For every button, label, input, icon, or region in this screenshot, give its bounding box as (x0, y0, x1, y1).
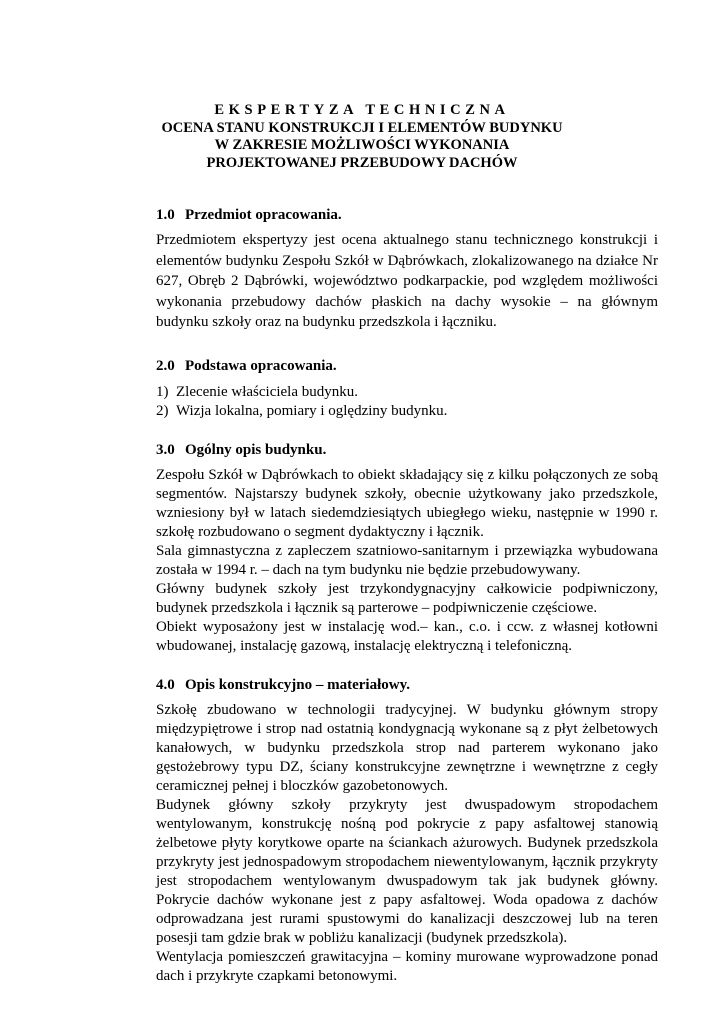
title-line-3: W ZAKRESIE MOŻLIWOŚCI WYKONANIA (214, 137, 510, 153)
section-title: Ogólny opis budynku. (185, 441, 327, 458)
section-number: 3.0 (156, 441, 175, 458)
title-line-1: EKSPERTYZA TECHNICZNA (214, 102, 510, 118)
section-heading (156, 206, 658, 225)
section-number: 4.0 (156, 676, 175, 693)
section-heading (156, 357, 658, 376)
paragraph: Sala gimnastyczna z zapleczem szatniowo-sanitarnym i przewiązka wybudowana została w 1994 r. – dach na tym budynku nie będzie przebudowywany. (156, 542, 658, 578)
section-heading (156, 676, 658, 695)
section-number: 1.0 (156, 207, 175, 223)
title-line-2: OCENA STANU KONSTRUKCJI I ELEMENTÓW BUDYNKU (161, 119, 563, 136)
paragraph: Szkołę zbudowano w technologii tradycyjnej. W budynku głównym stropy międzypiętrowe i strop nad ostatnią kondygnacją wykonane są z płyt żelbetowych kanałowych, w budynku przedszkola strop nad parterem wykonano jako gęstożebrowy typu DZ, ściany konstrukcyjne zewnętrzne i wewnętrzne z cegły ceramicznej pełnej i bloczków gazobetonowych. (156, 701, 658, 794)
paragraph: Obiekt wyposażony jest w instalację wod.– kan., c.o. i ccw. z własnej kotłowni wbudowanej, instalację gazową, instalację elektryczną i telefoniczną. (156, 618, 658, 654)
list-marker: 2) (156, 402, 169, 419)
section-3 (156, 441, 658, 656)
section-title: Opis konstrukcyjno – materiałowy. (185, 676, 411, 693)
section-title: Podstawa opracowania. (185, 357, 337, 374)
section-1 (156, 206, 658, 333)
paragraph: Przedmiotem ekspertyzy jest ocena aktualnego stanu technicznego konstrukcji i elementów budynku Zespołu Szkół w Dąbrówkach, zlokalizowanego na działce Nr 627, Obręb 2 Dąbrówki, województwo podkarpackie, pod względem możliwości wykonania przebudowy dachów płaskich na dachy wysokie – na głównym budynku szkoły oraz na budynku przedszkola i łączniku. (156, 232, 658, 330)
document-body (156, 206, 658, 986)
paragraph: Budynek główny szkoły przykryty jest dwuspadowym stropodachem wentylowanym, konstrukcję nośną pod pokrycie z papy asfaltowej stanowią żelbetowe płyty korytkowe oparte na ściankach ażurowych. Budynek przedszkola przykryty jest jednospadowym stropodachem niewentylowanym, łącznik przykryty jest stropodachem wentylowanym dwuspadowym tak jak budynek główny. Pokrycie dachów wykonane jest z papy asfaltowej. Woda opadowa z dachów odprowadzana jest rurami spustowymi do kanalizacji deszczowej lub na teren posesji tam gdzie brak w pobliżu kanalizacji (budynek przedszkola). (156, 796, 658, 946)
list-marker: 1) (156, 383, 169, 400)
section-body (156, 466, 658, 656)
section-4 (156, 676, 658, 986)
paragraph: Wentylacja pomieszczeń grawitacyjna – kominy murowane wyprowadzone ponad dach i przykryte czapkami betonowymi. (156, 948, 658, 984)
document-title (0, 102, 724, 172)
title-line-4: PROJEKTOWANEJ PRZEBUDOWY DACHÓW (206, 154, 518, 171)
section-2 (156, 357, 658, 421)
section-heading (156, 441, 658, 460)
section-body (156, 701, 658, 986)
list-item (156, 383, 658, 402)
section-number: 2.0 (156, 357, 175, 374)
list-item (156, 402, 658, 421)
section-title: Przedmiot opracowania. (185, 207, 342, 223)
list-item-text: Zlecenie właściciela budynku. (176, 383, 359, 400)
paragraph: Zespołu Szkół w Dąbrówkach to obiekt składający się z kilku połączonych ze sobą segmentów. Najstarszy budynek szkoły, obecnie użytkowany jako przedszkole, wzniesiony był w latach siedemdziesiątych ubiegłego wieku, następnie w 1990 r. szkołę rozbudowano o segment dydaktyczny i łącznik. (156, 466, 658, 540)
numbered-list (156, 383, 658, 421)
paragraph: Główny budynek szkoły jest trzykondygnacyjny całkowicie podpiwniczony, budynek przedszkola i łącznik są parterowe – podpiwniczenie częściowe. (156, 580, 658, 616)
list-item-text: Wizja lokalna, pomiary i oględziny budynku. (176, 402, 448, 419)
